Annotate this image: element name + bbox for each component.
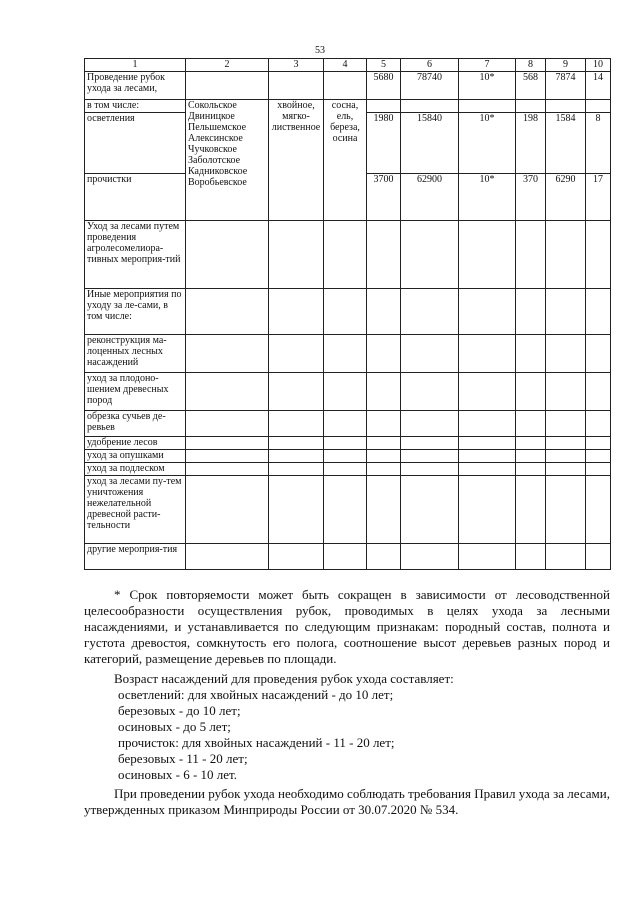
- cell-value: 15840: [401, 113, 459, 174]
- cell-value: 8: [586, 113, 611, 174]
- table-row: [85, 544, 611, 570]
- age-line: осиновых - 6 - 10 лет.: [118, 767, 237, 782]
- cell-value: 78740: [401, 72, 459, 100]
- table-row: [85, 450, 611, 463]
- row-label: уход за опушками: [85, 450, 186, 463]
- farm-type-cell: хвойное, мягко-лиственное: [269, 100, 324, 221]
- row-label: Уход за лесами путем проведения агролесомелиора-тивных мероприя-тий: [85, 221, 186, 289]
- header-cell: 7: [459, 59, 516, 72]
- header-cell: 6: [401, 59, 459, 72]
- row-label: удобрение лесов: [85, 437, 186, 450]
- row-label: другие мероприя-тия: [85, 544, 186, 570]
- table-row: [85, 437, 611, 450]
- age-line: березовых - до 10 лет;: [118, 703, 241, 718]
- table-row: [85, 289, 611, 335]
- footnote: * Срок повторяемости может быть сокращен в зависимости от лесоводственной целесообразности осуществления рубок, проводимых в целях ухода за лесными насаждениями, и устанавливается по следующим признакам: породный состав, полнота и густота древостоя, сомкнутость его полога, соотношение высот деревьев разных пород и категорий, размещение деревьев по площади.: [84, 587, 610, 666]
- table-row: [85, 72, 611, 100]
- age-intro: Возраст насаждений для проведения рубок ухода составляет:: [114, 671, 454, 686]
- cell-value: 1980: [367, 113, 401, 174]
- cell-value: 7874: [546, 72, 586, 100]
- header-cell: 1: [85, 59, 186, 72]
- header-cell: 2: [186, 59, 269, 72]
- notes-section: [84, 587, 610, 818]
- table-row: [85, 335, 611, 373]
- cell-value: 1584: [546, 113, 586, 174]
- header-cell: 10: [586, 59, 611, 72]
- row-label: уход за лесами пу-тем уничтожения нежелательной древесной расти-тельности: [85, 476, 186, 544]
- final-paragraph: При проведении рубок ухода необходимо соблюдать требования Правил ухода за лесами, утвержденных приказом Минприроды России от 30.07.2020 № 534.: [84, 786, 610, 817]
- cell-value: 370: [516, 174, 546, 221]
- table-row: [85, 373, 611, 411]
- cell-value: 198: [516, 113, 546, 174]
- page-number: 53: [315, 45, 325, 56]
- row-label: уход за подлеском: [85, 463, 186, 476]
- age-line: осветлений: для хвойных насаждений - до 10 лет;: [118, 687, 394, 702]
- table-row: [85, 221, 611, 289]
- thinning-table: [84, 58, 611, 570]
- row-label: реконструкция ма-лоценных лесных насаждений: [85, 335, 186, 373]
- cell-value: 5680: [367, 72, 401, 100]
- row-label: прочистки: [85, 174, 186, 221]
- header-row: [85, 59, 611, 72]
- age-line: прочисток: для хвойных насаждений - 11 - 20 лет;: [118, 735, 395, 750]
- species-cell: сосна, ель, береза, осина: [324, 100, 367, 221]
- cell-value: 10*: [459, 113, 516, 174]
- header-cell: 9: [546, 59, 586, 72]
- age-line: березовых - 11 - 20 лет;: [118, 751, 248, 766]
- districts-cell: Сокольское Двиницкое Пельшемское Алексинское Чучковское Заболотское Кадниковское Воробьевское: [186, 100, 269, 221]
- cell-value: 10*: [459, 174, 516, 221]
- row-label: обрезка сучьев де-ревьев: [85, 411, 186, 437]
- header-cell: 3: [269, 59, 324, 72]
- row-label: уход за плодоно-шением древесных пород: [85, 373, 186, 411]
- row-label: в том числе:: [85, 100, 186, 113]
- row-label: Иные мероприятия по уходу за ле-сами, в том числе:: [85, 289, 186, 335]
- cell-value: 6290: [546, 174, 586, 221]
- row-label: осветления: [85, 113, 186, 174]
- table-row: [85, 100, 611, 113]
- cell-value: 10*: [459, 72, 516, 100]
- table-row: [85, 411, 611, 437]
- table-row: [85, 463, 611, 476]
- cell-value: 568: [516, 72, 546, 100]
- row-label: Проведение рубок ухода за лесами,: [85, 72, 186, 100]
- header-cell: 4: [324, 59, 367, 72]
- table-row: [85, 476, 611, 544]
- header-cell: 8: [516, 59, 546, 72]
- cell-value: 14: [586, 72, 611, 100]
- cell-value: 3700: [367, 174, 401, 221]
- cell-value: 62900: [401, 174, 459, 221]
- cell-value: 17: [586, 174, 611, 221]
- age-line: осиновых - до 5 лет;: [118, 719, 231, 734]
- header-cell: 5: [367, 59, 401, 72]
